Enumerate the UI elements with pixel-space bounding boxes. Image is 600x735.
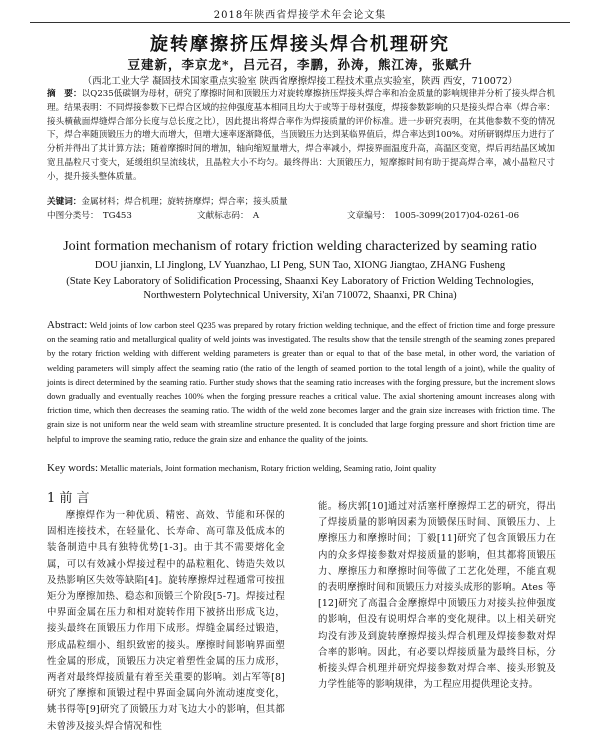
header-rule (30, 22, 570, 23)
keywords-chinese (47, 195, 555, 207)
keywords-english-text: Metallic materials, Joint formation mechanism, Rotary friction welding, Seaming ratio, Joint quality (100, 464, 437, 473)
title-chinese: 旋转摩擦挤压焊接头焊合机理研究 (150, 34, 450, 55)
abstract-chinese-text: 以Q235低碳钢为母材，研究了摩擦时间和顶锻压力对旋转摩擦挤压焊接头焊合率和冶金质量的影响规律并分析了接头焊合机理。结果表明：不同焊接参数下已焊合区域的拉伸强度基本相同且均大于或等于母材强度，焊接参数影响的只是接头焊合率（焊合率：接头横截面焊缝焊合部分长度与总长度之比），因此提出将焊合率作为焊接质量的评价标准。进一步研究表明，在其他参数不变的情况下，焊合率随顶锻压力的增大而增大，但增大速率逐渐降低，当顶锻压力达到某临界值后，焊合率达到100%。对所研钢焊压力进行了分析并得出了其计算方法；随着摩擦时间的增加，轴向缩短量增大，焊合率减小，焊接界面温度升高，高温区变宽，焊后再结晶区域加宽且晶粒尺寸变大，延缓组织呈流线状，且晶粒大小不均匀。最终得出：大顶锻压力，短摩擦时间有助于提高焊合率，减小晶粒尺寸小，提升接头整体质量。 (47, 89, 555, 182)
authors-chinese: 豆建新，李京龙*，吕元召，李鹏，孙涛，熊江涛，张赋升 (127, 57, 473, 72)
body-column-right (318, 499, 556, 693)
affiliation-chinese: （西北工业大学 凝固技术国家重点实验室 陕西省摩擦焊接工程技术重点实验室，陕西 西安，710072） (82, 76, 518, 87)
document-code: 文献标志码： A (197, 211, 260, 221)
clc-number: 中图分类号： TG453 (47, 211, 132, 221)
body-paragraph-continued: 能。杨庆郭[10]通过对活塞杆摩擦焊工艺的研究，得出了焊接质量的影响因素为顶锻保压时间、顶锻压力、上摩擦压力和摩擦时间；丁毅[11]研究了包含顶锻压力在内的众多焊接参数对焊接质量的影响，但其都将顶锻压力、摩擦压力和摩擦时间等做了工艺化处理，不能直观的表明摩擦时间和顶锻压力对接头成形的影响。Ates 等[12]研究了高温合金摩擦焊中顶锻压力对接头拉伸强度的影响，但没有说明焊合率的变化规律。以上相关研究均没有涉及到旋转摩擦焊接头焊合机理及焊接参数对焊合率的影响。因此，有必要以焊接质量为最终目标，分析接头焊合机理并研究焊接参数对焊合率、接头形貌及力学性能等的影响规律，为工程应用提供理论支持。 (318, 501, 556, 691)
body-column-left (47, 508, 285, 735)
authors-english: DOU jianxin, LI Jinglong, LV Yuanzhao, LI Peng, SUN Tao, XIONG Jiangtao, ZHANG Fusheng (94, 260, 506, 271)
body-paragraph: 摩擦焊作为一种优质、精密、高效、节能和环保的固相连接技术，在轻量化、长寿命、高可靠及低成本的装备制造中具有独特优势[1-3]。由于其不需要熔化金属，可以有效减小焊接过程中的晶粒粗化、铸造失效以及热影响区失效等缺陷[4]。旋转摩擦焊过程通常可按扭矩分为摩擦加热、稳态和顶锻三个阶段[5-7]。焊接过程中界面金属在压力和相对旋转作用下被挤出形成飞边，接头最终在顶锻压力作用下成形。焊缝金属经过锻造，形成晶粒细小、组织致密的接头。摩擦时间影响界面塑性金属的形成，顶锻压力决定着塑性金属的压力成形，两者对最终焊接质量有着至关重要的影响。刘占军等[8]研究了摩擦和顶锻过程中界面金属向外流动速度变化，姚书得等[9]研究了顶锻压力对飞边大小的影响，但其都未曾涉及接头焊合情况和性 (47, 510, 285, 732)
abstract-chinese (47, 88, 555, 185)
running-header: 2018年陕西省焊接学术年会论文集 (213, 10, 387, 21)
abstract-english (47, 318, 555, 447)
section-heading: 1 前 言 (47, 491, 90, 506)
title-english: Joint formation mechanism of rotary friction welding characterized by seaming ratio (63, 239, 537, 254)
keywords-english-label: Key words: (47, 462, 99, 474)
keywords-english (47, 462, 555, 474)
keywords-chinese-text: 金属材料；焊合机理；旋转挤摩焊；焊合率；接头质量 (81, 197, 288, 207)
abstract-english-label: Abstract: (47, 319, 88, 331)
article-id: 文章编号： 1005-3099(2017)04-0261-06 (347, 211, 520, 221)
keywords-chinese-label: 关键词： (47, 197, 82, 207)
affiliation-english: (State Key Laboratory of Solidification Processing, Shaanxi Key Laboratory of Friction Welding Technologies, Northwestern Polytechnical University, Xi'an 710072, Shaanxi, PR China) (66, 276, 534, 301)
abstract-chinese-label: 摘 要： (47, 89, 82, 99)
abstract-english-text: Weld joints of low carbon steel Q235 was prepared by rotary friction welding technique, and the effect of friction time and forge pressure on the seaming ratio and metallurgical quality of weld joints was investigated. The results show that the tensile strength of the seaming zones prepared by the rotary friction welding with different welding parameters is greater than or equal to that of the base metal, in other word, the variation of welding parameters will simply affect the seaming ratio (the ratio of the length of seamed portion to the total length of a joint), while the quality of joints is direct determined by the seaming ratio. Further study shows that the seaming ratio increases with the forging pressure, but the increment slows down gradually and eventually reaches 100% when the forging pressure reaches a critical value. The axial shortening amount increases along with friction time, which then decreases the seaming ratio. The width of the weld zone becomes larger and the grain size increases with friction time. The grain size is not uniform near the weld seam with streamline structure presented. It is concluded that large forging pressure and short friction time are helpful to improve the seaming ratio, reduce the grain size and enhance the quality of the joints. (47, 321, 555, 444)
